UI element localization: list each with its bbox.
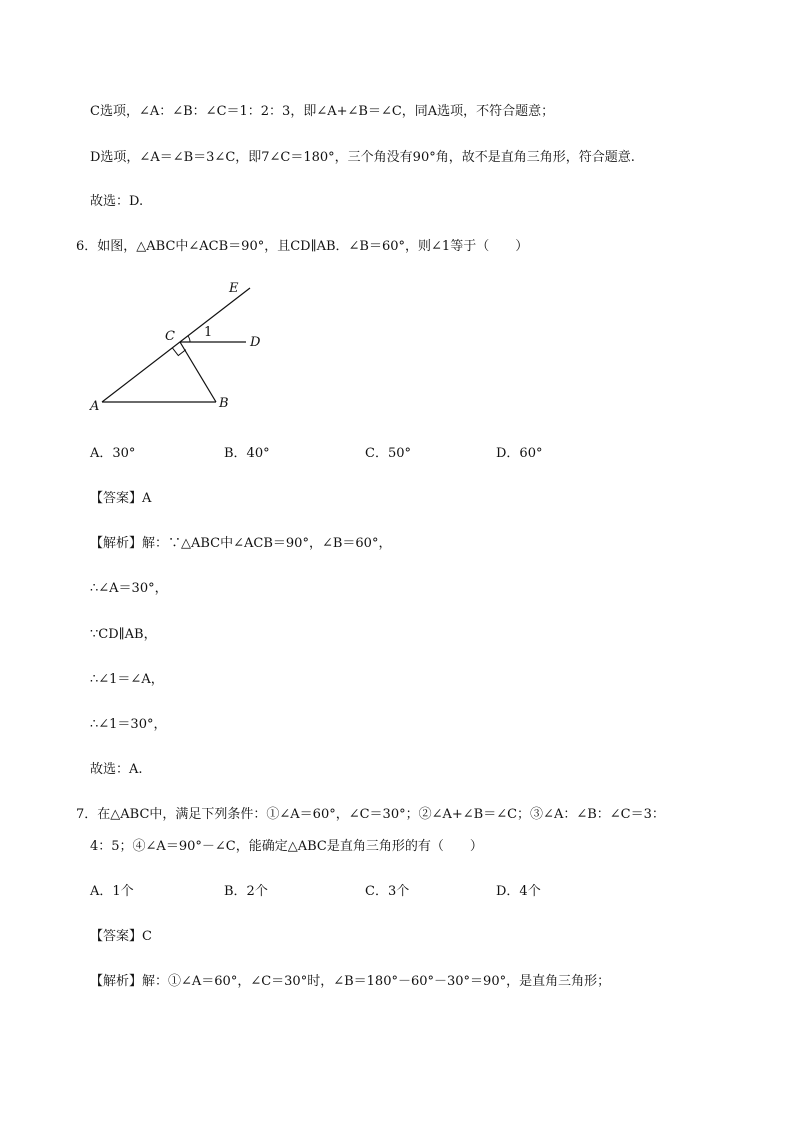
q5-final-choice: 故选：D.	[90, 194, 144, 209]
label-b: B	[219, 396, 229, 411]
label-d: D	[250, 335, 261, 350]
question-6-stem: 6．如图，△ABC中∠ACB＝90°，且CD∥AB．∠B＝60°，则∠1等于（ ）	[76, 239, 529, 254]
q7-option-d: D．4个	[496, 884, 541, 899]
q6-solution-line-5: ∴∠1＝30°，	[90, 717, 167, 732]
c-option-analysis: C选项，∠A：∠B：∠C＝1：2：3，即∠A+∠B＝∠C，同A选项，不符合题意；	[90, 104, 555, 119]
question-7-stem-line-2: 4：5；④∠A＝90°－∠C，能确定△ABC是直角三角形的有（ ）	[90, 839, 483, 854]
label-e: E	[229, 281, 239, 296]
q6-option-a: A．30°	[90, 446, 136, 461]
q7-option-b: B．2个	[224, 884, 268, 899]
q6-solution-line-2: ∴∠A＝30°，	[90, 581, 168, 596]
question-7-stem-line-1: 7．在△ABC中，满足下列条件：①∠A＝60°，∠C＝30°；②∠A+∠B＝∠C；③∠A：∠B：∠C＝3：	[76, 807, 665, 822]
q6-option-d: D．60°	[496, 446, 543, 461]
label-c: C	[165, 329, 175, 344]
segment-cb	[180, 342, 216, 402]
q6-answer: 【答案】A	[90, 491, 152, 506]
q6-final-choice: 故选：A.	[90, 762, 143, 777]
angle-1-arc	[188, 336, 190, 342]
q6-solution-line-4: ∴∠1＝∠A，	[90, 672, 164, 687]
q6-option-b: B．40°	[224, 446, 270, 461]
q7-option-c: C．3个	[365, 884, 410, 899]
triangle-figure	[80, 274, 280, 424]
q7-answer: 【答案】C	[90, 929, 152, 944]
label-1: 1	[204, 325, 213, 340]
q6-solution-line-3: ∵CD∥AB，	[90, 627, 157, 642]
q7-option-a: A．1个	[90, 884, 134, 899]
line-ae	[102, 288, 250, 402]
q6-option-c: C．50°	[365, 446, 411, 461]
label-a: A	[90, 399, 100, 414]
d-option-analysis: D选项，∠A＝∠B＝3∠C，即7∠C＝180°，三个角没有90°角，故不是直角三角形，符合题意.	[90, 150, 635, 165]
q6-solution-line-1: 【解析】解：∵△ABC中∠ACB＝90°，∠B＝60°，	[90, 536, 392, 551]
q7-solution-line-1: 【解析】解：①∠A＝60°，∠C＝30°时，∠B＝180°－60°－30°＝90°，是直角三角形；	[90, 974, 611, 989]
